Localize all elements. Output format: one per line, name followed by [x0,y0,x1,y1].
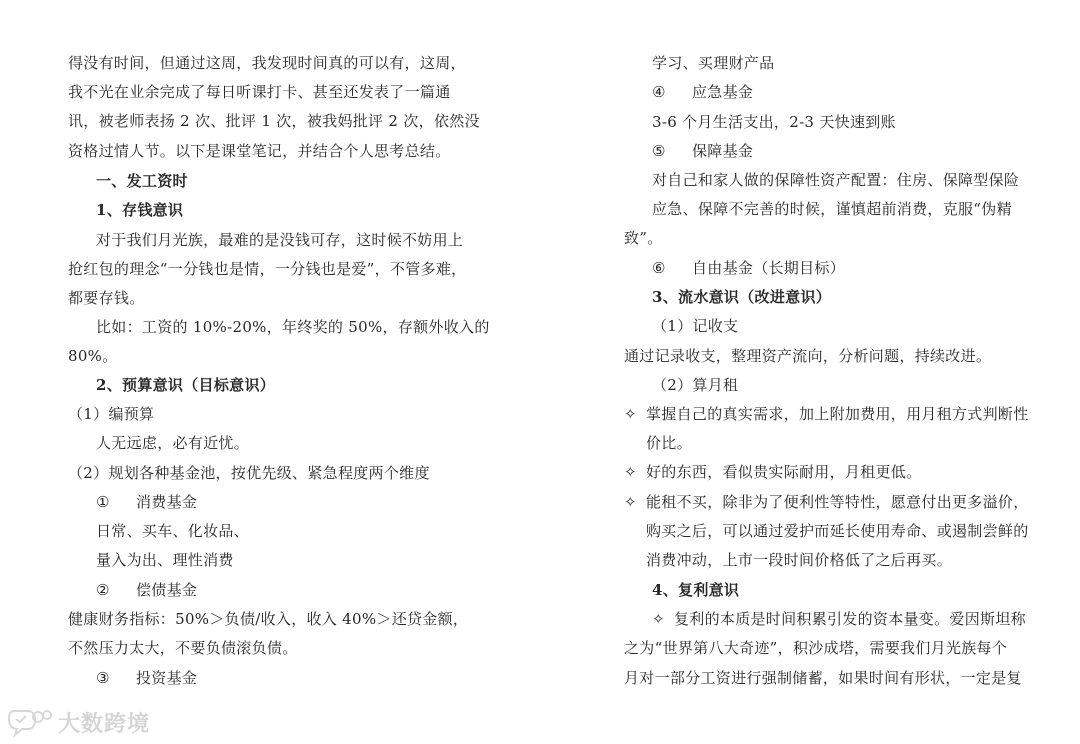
watermark [8,705,150,739]
fund-item [96,492,197,512]
text-line: 健康财务指标：50%＞负债/收入，收入 40%＞还贷金额， [68,610,469,628]
list-heading: （1）编预算 [68,405,155,423]
text-line: 讯，被老师表扬 2 次、批评 1 次，被我妈批评 2 次，依然没 [68,112,480,130]
bullet-text: 好的东西，看似贵实际耐用，月租更低。 [646,463,922,481]
circled-number-marker: ③ [96,669,110,687]
watermark-text: 大数跨境 [58,711,151,737]
text-line: 都要存钱。 [68,289,145,307]
text-line: 日常、买车、化妆品、 [96,522,250,540]
right-column [540,0,1080,744]
sparkle-bullet-icon: ✧ [624,463,637,481]
circled-number-marker: ⑤ [652,142,666,160]
text-line: 消费冲动，上市一段时间价格低了之后再买。 [646,551,953,569]
fund-item-label: 自由基金（长期目标） [692,259,846,277]
fund-item [652,82,753,102]
text-line: 得没有时间，但通过这周，我发现时间真的可以有，这周， [68,54,466,72]
speech-bubble-logo-icon [8,707,52,737]
text-line: 抢红包的理念“一分钱也是情，一分钱也是爱”，不管多难， [68,260,467,278]
fund-item-label: 偿债基金 [136,581,198,599]
text-line: 之为“世界第八大奇迹”，积沙成塔，需要我们月光族每个 [624,639,1008,657]
list-heading: （2）算月租 [652,376,739,394]
text-line: 比如：工资的 10%-20%，年终奖的 50%，存额外收入的 [96,318,490,336]
bullet-item [624,404,1029,424]
list-heading: （2）规划各种基金池，按优先级、紧急程度两个维度 [68,464,430,482]
text-line: 人无远虑，必有近忧。 [96,434,250,452]
text-line: 价比。 [646,434,692,452]
circled-number-marker: ④ [652,83,666,101]
text-line: 致”。 [624,229,663,247]
bullet-item [652,609,1026,629]
fund-item [652,141,753,161]
subsection-heading: 2、预算意识（目标意识） [96,376,276,394]
text-line: 对于我们月光族，最难的是没钱可存，这时候不妨用上 [96,231,464,249]
text-line: 通过记录收支，整理资产流向，分析问题，持续改进。 [624,347,992,365]
subsection-heading: 1、存钱意识 [96,201,184,219]
fund-item-label: 投资基金 [136,669,198,687]
sparkle-bullet-icon: ✧ [624,493,637,511]
text-line: 80%。 [68,347,118,365]
circled-number-marker: ⑥ [652,259,666,277]
subsection-heading: 3、流水意识（改进意识） [652,288,832,306]
fund-item-label: 保障基金 [692,142,754,160]
list-heading: （1）记收支 [652,317,739,335]
subsection-heading: 4、复利意识 [652,581,740,599]
section-heading: 一、发工资时 [96,172,188,190]
text-line: 我不光在业余完成了每日听课打卡、甚至还发表了一篇通 [68,83,451,101]
text-line: 量入为出、理性消费 [96,551,234,569]
circled-number-marker: ① [96,493,110,511]
fund-item [652,258,845,278]
text-line: 3-6 个月生活支出，2-3 天快速到账 [652,113,896,131]
text-line: 月对一部分工资进行强制储蓄，如果时间有形状，一定是复 [624,669,1022,687]
text-line: 应急、保障不完善的时候，谨慎超前消费，克服“伪精 [652,200,1012,218]
fund-item-label: 消费基金 [136,493,198,511]
text-line: 购买之后，可以通过爱护而延长使用寿命、或遏制尝鲜的 [646,522,1029,540]
circled-number-marker: ② [96,581,110,599]
sparkle-bullet-icon: ✧ [652,610,665,628]
text-line: 学习、买理财产品 [652,54,775,72]
bullet-text: 复利的本质是时间积累引发的资本量变。爱因斯坦称 [674,610,1026,628]
fund-item [96,668,197,688]
text-line: 对自己和家人做的保障性资产配置：住房、保障型保险 [652,171,1020,189]
text-line: 不然压力太大，不要负债滚负债。 [68,639,298,657]
fund-item [96,580,197,600]
bullet-item [624,492,1029,512]
bullet-item [624,462,921,482]
fund-item-label: 应急基金 [692,83,754,101]
bullet-text: 掌握自己的真实需求，加上附加费用，用月租方式判断性 [646,405,1029,423]
bullet-text: 能租不买，除非为了便利性等特性，愿意付出更多溢价， [646,493,1029,511]
text-line: 资格过情人节。以下是课堂笔记，并结合个人思考总结。 [68,142,451,160]
sparkle-bullet-icon: ✧ [624,405,637,423]
